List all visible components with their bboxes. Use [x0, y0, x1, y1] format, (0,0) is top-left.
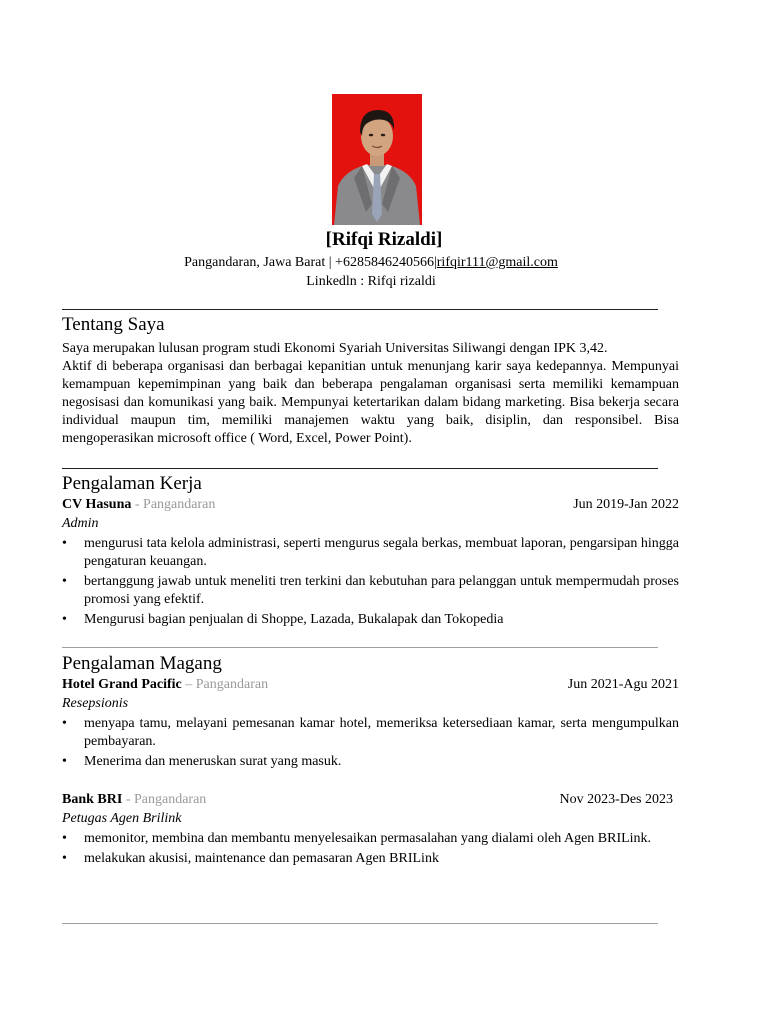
list-item — [62, 573, 679, 609]
phone-text: +6285846240566 — [335, 255, 434, 270]
candidate-name: [Rifqi Rizaldi] — [325, 229, 443, 250]
company-name: Hotel Grand Pacific — [62, 677, 182, 692]
bullet-text: melakukan akusisi, maintenance dan pemasaran Agen BRILink — [84, 851, 439, 866]
about-line: Saya merupakan lulusan program studi Ekonomi Syariah Universitas Siliwangi dengan IPK 3,42. — [62, 341, 608, 356]
list-item — [62, 535, 679, 571]
job-role: Admin — [62, 516, 99, 531]
separator: | — [328, 255, 332, 270]
list-item — [62, 830, 679, 848]
company-name: Bank BRI — [62, 792, 123, 807]
about-paragraph — [62, 340, 679, 448]
section-divider — [62, 923, 658, 924]
bullet-text: bertanggung jawab untuk meneliti tren terkini dan kebutuhan para pelanggan untuk mempermudah proses promosi yang efektif. — [84, 574, 679, 607]
bullet-icon: • — [62, 754, 67, 769]
section-divider — [62, 647, 658, 648]
bullet-icon: • — [62, 716, 67, 731]
bullet-text: mengurusi tata kelola administrasi, seperti mengurus segala berkas, membuat laporan, pengarsipan hingga pengaturan keuangan. — [84, 536, 679, 569]
bullet-text: menyapa tamu, melayani pemesanan kamar hotel, memeriksa ketersediaan kamar, serta mengumpulkan pembayaran. — [84, 716, 679, 749]
company-name: CV Hasuna — [62, 497, 132, 512]
internship-date: Nov 2023-Des 2023 — [559, 792, 673, 807]
bullet-icon: • — [62, 574, 67, 589]
bullet-icon: • — [62, 851, 67, 866]
internship-date: Jun 2021-Agu 2021 — [567, 677, 679, 692]
person-portrait-icon — [332, 94, 422, 225]
list-item — [62, 611, 679, 629]
email-link[interactable]: rifqir111@gmail.com — [436, 255, 558, 270]
separator: | — [433, 255, 437, 270]
section-divider — [62, 468, 658, 469]
contact-line — [0, 255, 742, 271]
bullet-icon: • — [62, 536, 67, 551]
bullet-icon: • — [62, 831, 67, 846]
internship-bullets — [62, 830, 679, 870]
company-location: - Pangandaran — [131, 497, 216, 512]
list-item — [62, 753, 679, 771]
list-item — [62, 850, 679, 868]
section-divider — [62, 309, 658, 310]
section-title-about: Tentang Saya — [62, 314, 165, 335]
job-role: Resepsionis — [62, 696, 129, 711]
work-bullets — [62, 535, 679, 631]
bullet-text: Menerima dan meneruskan surat yang masuk. — [84, 754, 342, 769]
profile-photo — [332, 94, 422, 225]
linkedin-text: Linkedln : Rifqi rizaldi — [306, 274, 436, 289]
bullet-text: Mengurusi bagian penjualan di Shoppe, Lazada, Bukalapak dan Tokopedia — [84, 612, 504, 627]
company-location: – Pangandaran — [181, 677, 269, 692]
section-title-work: Pengalaman Kerja — [62, 473, 202, 494]
internship-entry-header — [62, 792, 673, 810]
bullet-text: memonitor, membina dan membantu menyelesaikan permasalahan yang dialami oleh Agen BRILink. — [84, 831, 652, 846]
work-entry-header — [62, 497, 679, 515]
internship-entry-header — [62, 677, 679, 695]
list-item — [62, 715, 679, 751]
section-title-internship: Pengalaman Magang — [62, 653, 222, 674]
job-role: Petugas Agen Brilink — [62, 811, 182, 826]
internship-bullets — [62, 715, 679, 773]
about-text: Aktif di beberapa organisasi dan berbagai kepanitian untuk menunjang karir saya kedepannya. Mempunyai kemampuan kepemimpinan yang baik dan beberapa pengalaman organisasi serta memiliki kemampuan negosisasi dan komunikasi yang baik. Mempunyai ketertarikan dalam bidang marketing. Bisa bekerja secara individual maupun tim, memiliki manajemen waktu yang baik, disiplin, dan responsibel. Bisa mengoperasikan microsoft office ( Word, Excel, Power Point). — [62, 359, 679, 446]
company-location: - Pangandaran — [122, 792, 207, 807]
work-date: Jun 2019-Jan 2022 — [573, 497, 679, 512]
location-text: Pangandaran, Jawa Barat — [184, 255, 326, 270]
bullet-icon: • — [62, 612, 67, 627]
